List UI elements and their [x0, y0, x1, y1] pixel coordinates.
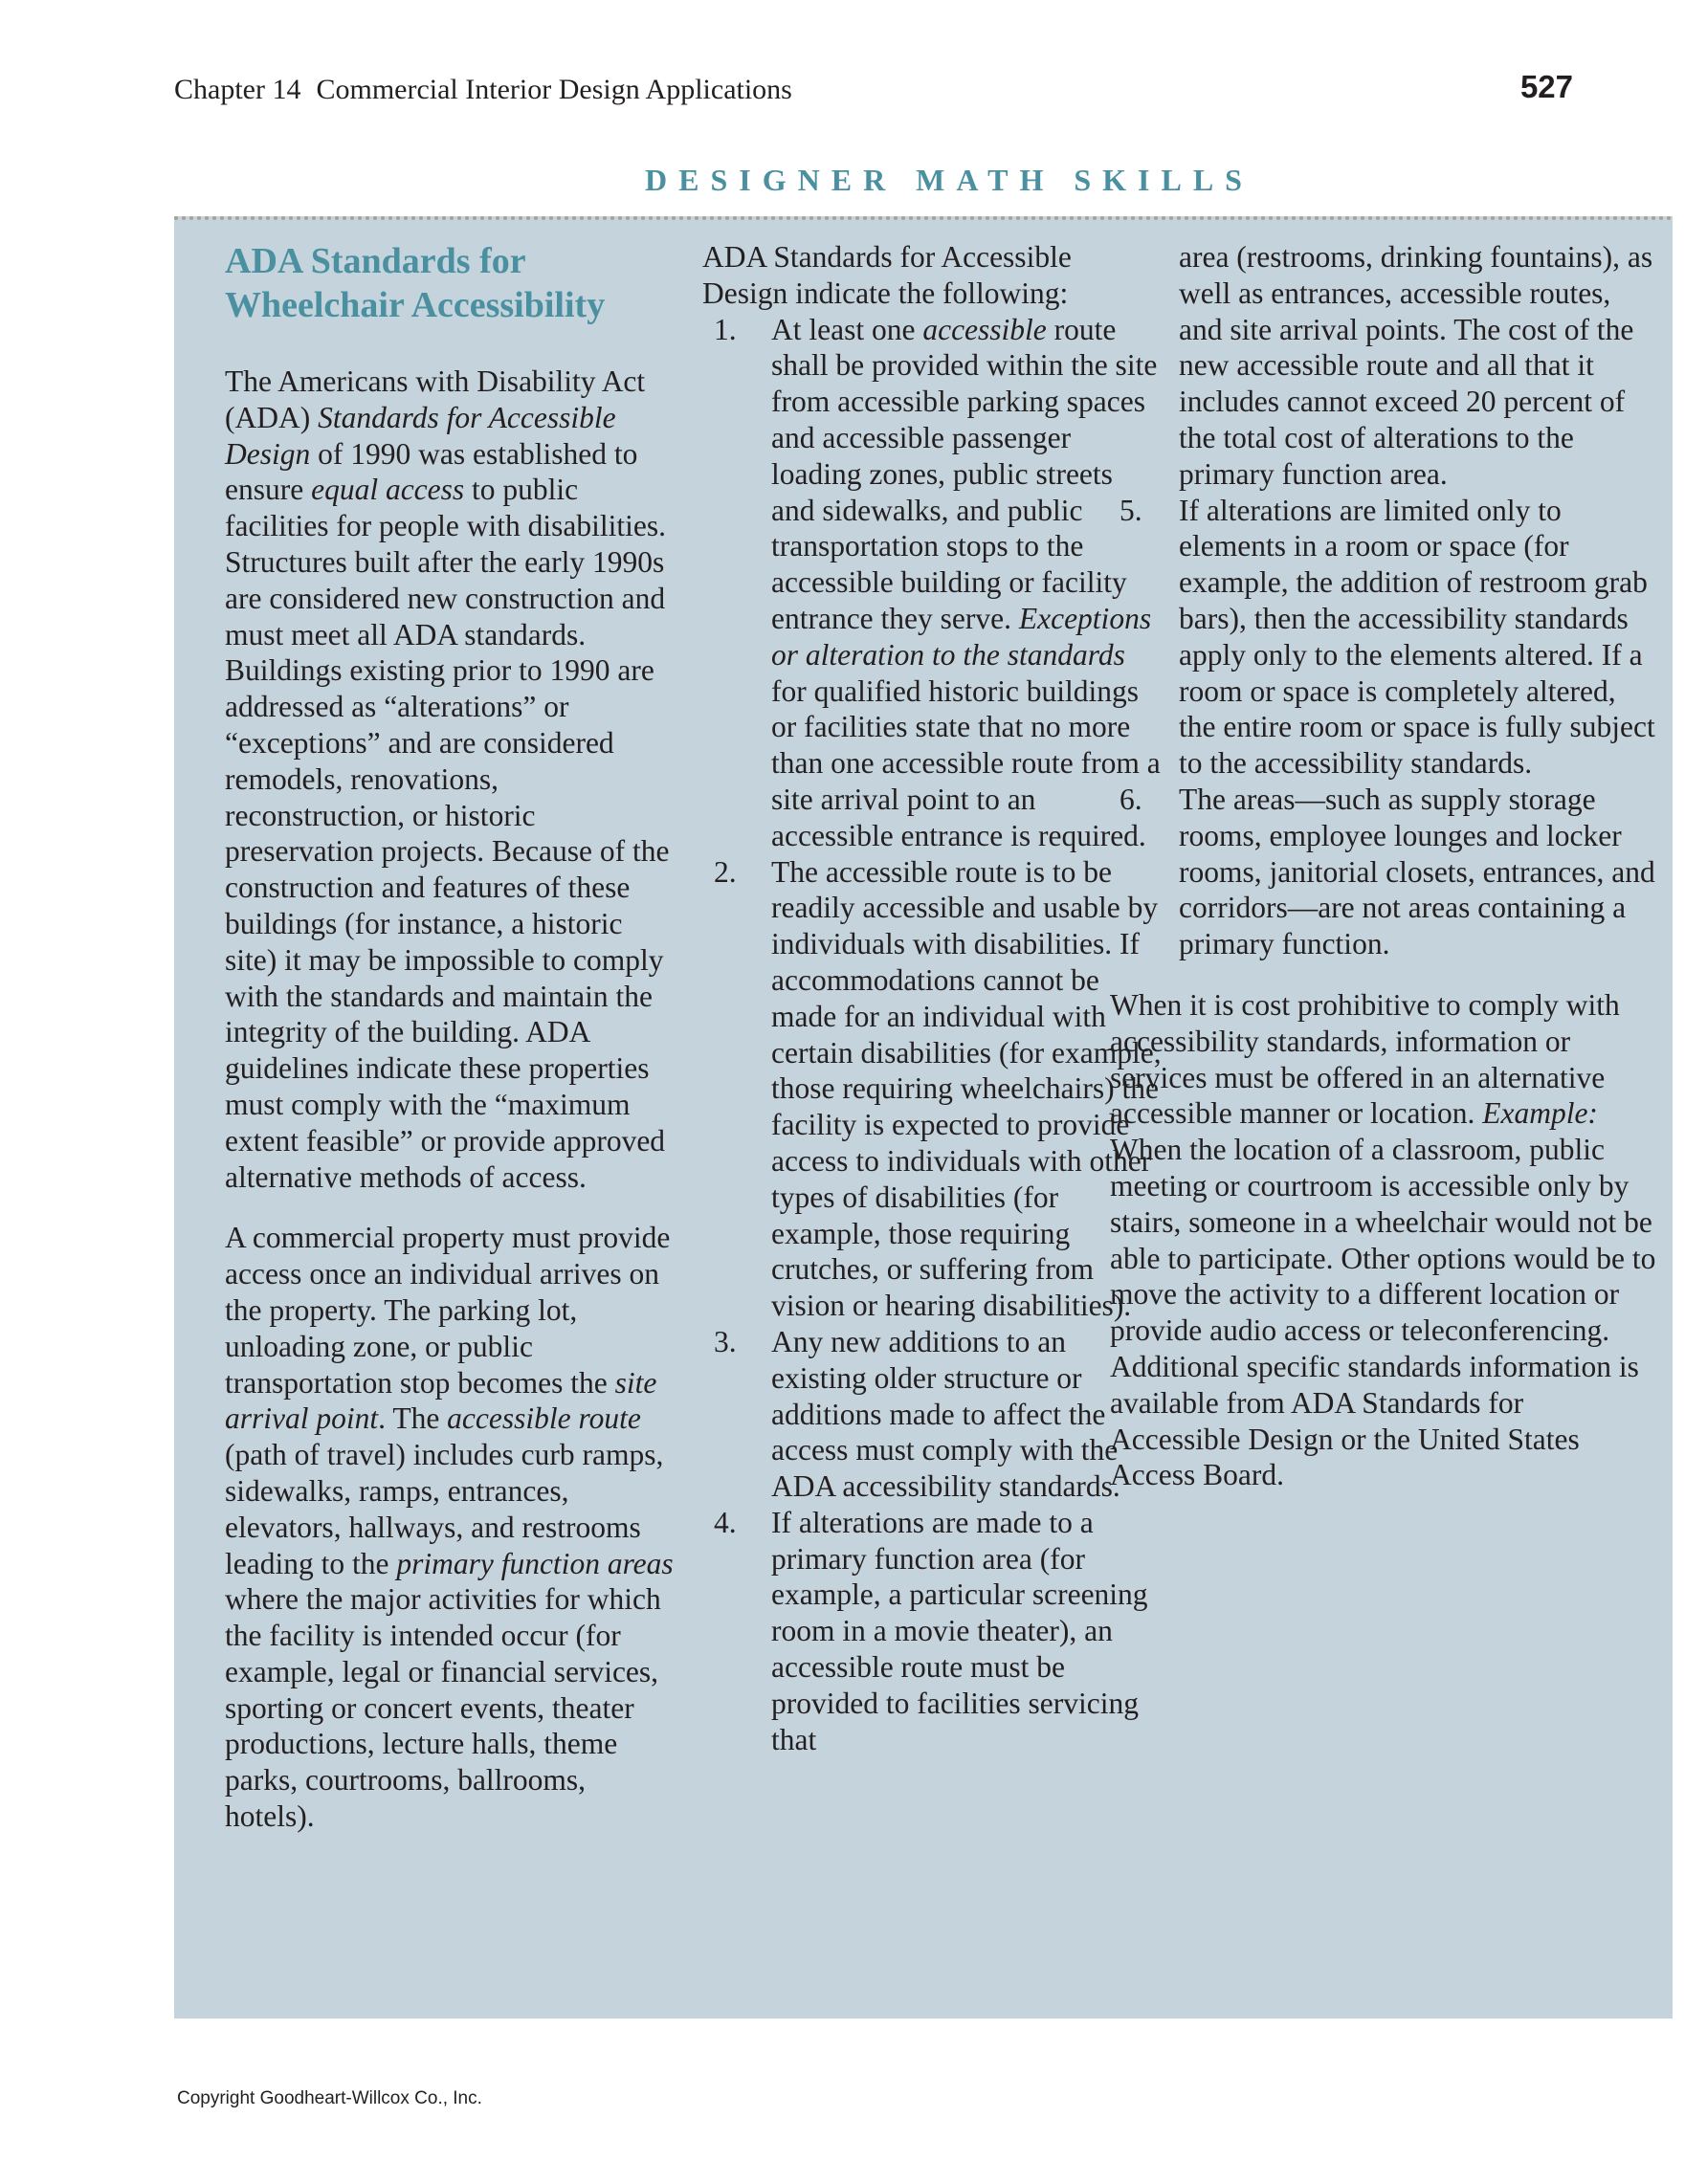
paragraph-cost-prohibitive: When it is cost prohibitive to comply with accessibility standards, information or services must be offered in an alternative accessible manner or location. Example: When the location of a classroom, public meeting or courtroom is accessible only by stairs, someone in a wheelchair would not be able to participate. Other options would be to move the activity to a different location or provide audio access or teleconferencing.	[1110, 987, 1656, 1348]
standards-list-continued	[1120, 239, 1657, 962]
paragraph-intro: The Americans with Disability Act (ADA) Standards for Accessible Design of 1990 was established to ensure equal access to public facilities for people with disabilities. Structures built after the early 1990s are considered new construction and must meet all ADA standards. Buildings existing prior to 1990 are addressed as “alterations” or “exceptions” and are considered remodels, renovations, reconstruction, or historic preservation projects. Because of the construction and features of these buildings (for instance, a historic site) it may be impossible to comply with the standards and maintain the integrity of the building. ADA guidelines indicate these properties must comply with the “maximum extent feasible” or provide approved alternative methods of access.	[225, 364, 670, 1194]
standards-list	[702, 312, 1162, 1758]
paragraph-additional-info: Additional specific standards information is available from ADA Standards for Accessible Design or the United States Access Board.	[1110, 1349, 1639, 1492]
column-3	[1110, 239, 1657, 1493]
feature-label: DESIGNER MATH SKILLS	[645, 163, 1253, 197]
running-head	[174, 71, 792, 109]
list-intro: ADA Standards for Accessible Design indicate the following:	[702, 240, 1072, 310]
copyright: Copyright Goodheart-Willcox Co., Inc.	[177, 2088, 482, 2108]
column-1	[225, 239, 675, 1835]
closing-paragraphs	[1110, 987, 1657, 1493]
feature-title: ADA Standards for Wheelchair Accessibility	[225, 241, 606, 325]
feature-panel	[174, 216, 1673, 2019]
chapter-title: Commercial Interior Design Applications	[316, 74, 792, 105]
list-item: 2. The accessible route is to be readily accessible and usable by individuals with disabilities. If accommodations cannot be made for an individual with certain disabilities (for example, those requiring wheelchairs) the facility is expected to provide access to individuals with other types of disabilities (for example, those requiring crutches, or suffering from vision or hearing disabilities).	[714, 854, 1162, 1323]
column-2	[702, 239, 1162, 1757]
list-item: 1. At least one accessible route shall be provided within the site from accessible parking spaces and accessible passenger loading zones, public streets and sidewalks, and public transportation stops to the accessible building or facility entrance they serve. Exceptions or alteration to the standards for qualified historic buildings or facilities state that no more than one accessible route from a site arrival point to an accessible entrance is required.	[714, 312, 1161, 852]
list-item: 3. Any new additions to an existing older structure or additions made to affect the access must comply with the ADA accessibility standards.	[714, 1324, 1120, 1504]
list-item: 6. The areas—such as supply storage rooms, employee lounges and locker rooms, janitorial closets, entrances, and corridors—are not areas containing a primary function.	[1120, 782, 1655, 961]
list-item: 5. If alterations are limited only to elements in a room or space (for example, the addition of restroom grab bars), then the accessibility standards apply only to the elements altered. If a room or space is completely altered, the entire room or space is fully subject to the accessibility standards.	[1120, 493, 1655, 781]
chapter-number: Chapter 14	[174, 74, 301, 105]
paragraph-site-arrival: A commercial property must provide access once an individual arrives on the property. The parking lot, unloading zone, or public transportation stop becomes the site arrival point. The accessible route (path of travel) includes curb ramps, sidewalks, ramps, entrances, elevators, hallways, and restrooms leading to the primary function areas where the major activities for which the facility is intended occur (for example, legal or financial services, sporting or concert events, theater productions, lecture halls, theme parks, courtrooms, ballrooms, hotels).	[225, 1221, 674, 1834]
list-item-continued: area (restrooms, drinking fountains), as well as entrances, accessible routes, and site arrival points. The cost of the new accessible route and all that it includes cannot exceed 20 percent of the total cost of alterations to the primary function area.	[1179, 240, 1653, 491]
list-item: 4. If alterations are made to a primary function area (for example, a particular screening room in a movie theater), an accessible route must be provided to facilities servicing that	[714, 1505, 1148, 1756]
page-number: 527	[1519, 69, 1573, 104]
